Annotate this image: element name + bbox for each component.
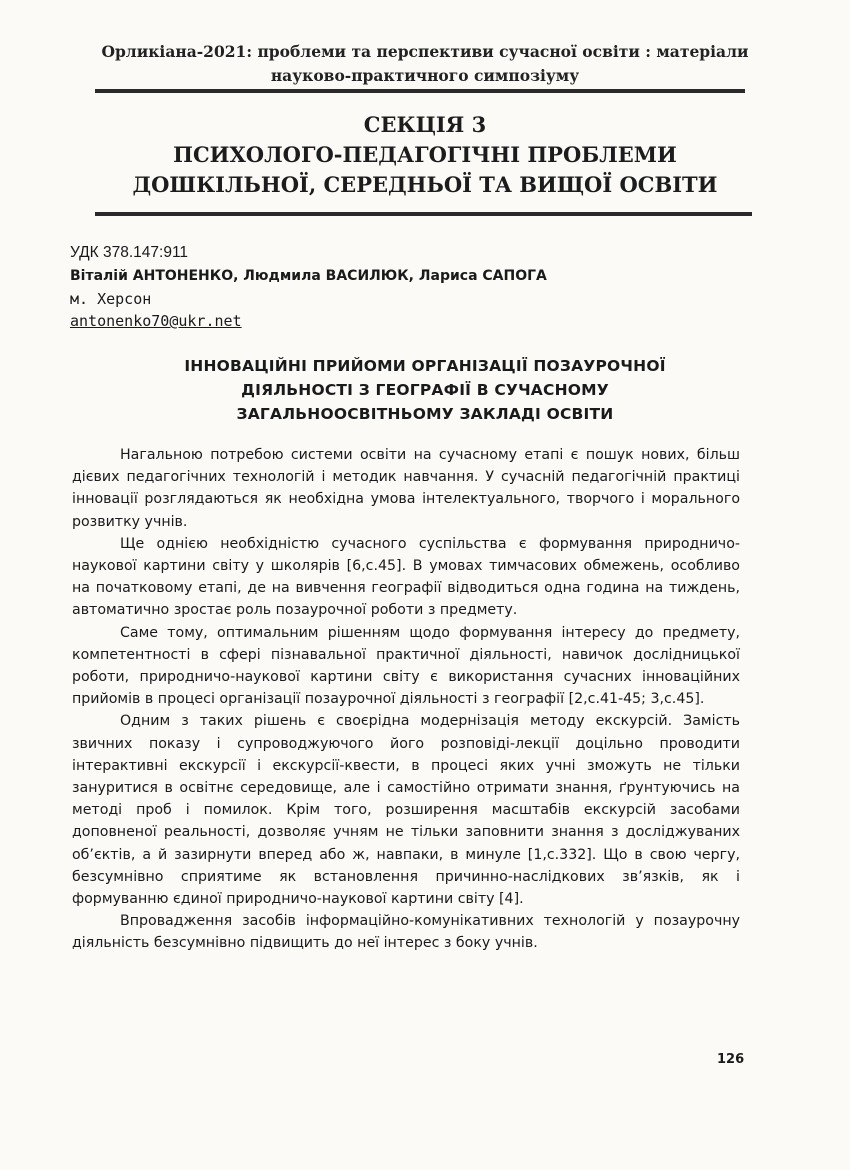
author-email[interactable]: antonenko70@ukr.net xyxy=(70,312,242,330)
article-title-line-1: ІННОВАЦІЙНІ ПРИЙОМИ ОРГАНІЗАЦІЇ ПОЗАУРОЧНОЇ xyxy=(184,357,666,375)
running-head: Орликіана-2021: проблеми та перспективи сучасної освіти : матеріали науково-практичного симпозіуму xyxy=(101,42,749,85)
paragraph: Одним з таких рішень є своєрідна модернізація методу екскурсій. Замість звичних показу і супроводжуючого його розповіді-лекції доцільно проводити інтерактивні екскурсії і екскурсії-квести, в процесі яких учні зможуть не тільки зануритися в освітнє середовище, але і самостійно отримати знання, ґрунтуючись на методі проб і помилок. Крім того, розширення масштабів екскурсій засобами доповненої реальності, дозволяє учням не тільки заповнити знання з досліджуваних об’єктів, а й зазирнути вперед або ж, навпаки, в минуле [1,с.332]. Що в свою чергу, безсумнівно сприятиме як встановлення причинно-наслідкових зв’язків, як і формуванню єдиної природничо-наукової картини світу [4]. xyxy=(72,713,740,908)
article-title xyxy=(120,354,730,426)
page-number: 126 xyxy=(717,1052,745,1067)
authors: Віталій АНТОНЕНКО, Людмила ВАСИЛЮК, Лариса САПОГА xyxy=(70,268,547,284)
section-title-line-2: ДОШКІЛЬНОЇ, СЕРЕДНЬОЇ ТА ВИЩОЇ ОСВІТИ xyxy=(132,172,718,197)
paragraph: Впровадження засобів інформаційно-комунікативних технологій у позаурочну діяльність безсумнівно підвищить до неї інтерес з боку учнів. xyxy=(72,913,740,952)
article-title-line-2: ДІЯЛЬНОСТІ З ГЕОГРАФІЇ В СУЧАСНОМУ xyxy=(241,381,609,399)
section-rule xyxy=(95,212,752,216)
paragraph: Саме тому, оптимальним рішенням щодо формування інтересу до предмету, компетентності в сфері пізнавальної практичної діяльності, навичок дослідницької роботи, природничо-наукової картини світу є використання сучасних інноваційних прийомів в процесі організації позаурочної діяльності з географії [2,с.41-45; 3,с.45]. xyxy=(72,624,740,708)
article-title-line-3: ЗАГАЛЬНООСВІТНЬОМУ ЗАКЛАДІ ОСВІТИ xyxy=(236,405,614,423)
udc-code: УДК 378.147:911 xyxy=(70,244,189,261)
section-title-line-1: ПСИХОЛОГО-ПЕДАГОГІЧНІ ПРОБЛЕМИ xyxy=(173,142,677,167)
author-city: м. Херсон xyxy=(70,290,152,308)
header-rule xyxy=(95,89,745,93)
article-body xyxy=(72,444,740,955)
section-number: СЕКЦІЯ 3 xyxy=(363,112,487,137)
paragraph: Ще однією необхідністю сучасного суспільства є формування природничо-наукової картини світу у школярів [6,с.45]. В умовах тимчасових обмежень, особливо на початковому етапі, де на вивчення географії відводиться одна година на тиждень, автоматично зростає роль позаурочної роботи з предмету. xyxy=(72,535,740,619)
paragraph: Нагальною потребою системи освіти на сучасному етапі є пошук нових, більш дієвих педагогічних технологій і методик навчання. У сучасній педагогічній практиці інновації розглядаються як необхідна умова інтелектуального, творчого і морального розвитку учнів. xyxy=(72,447,740,530)
section-heading xyxy=(60,110,790,200)
